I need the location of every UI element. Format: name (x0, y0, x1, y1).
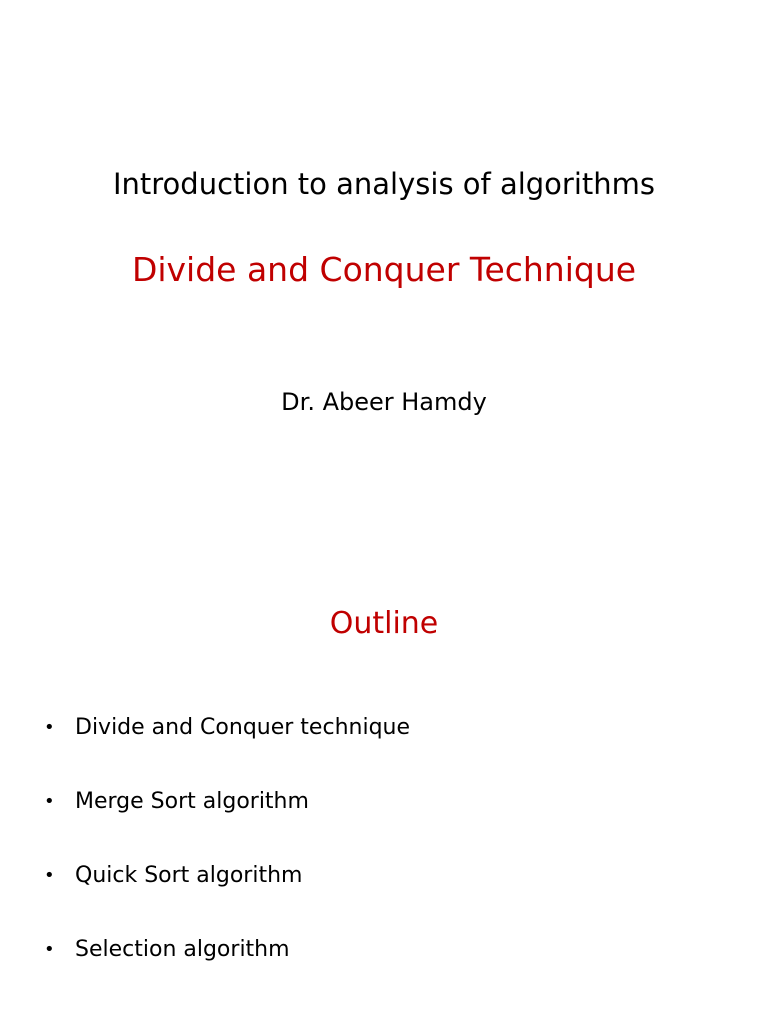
bullet-icon: • (44, 717, 55, 738)
outline-heading: Outline (329, 606, 439, 641)
list-item-label: Quick Sort algorithm (75, 863, 303, 888)
outline-slide (0, 512, 768, 1024)
list-item-label: Divide and Conquer technique (75, 715, 411, 740)
slide-title: Divide and Conquer Technique (131, 250, 637, 289)
list-item-label: Merge Sort algorithm (75, 789, 309, 814)
list-item-label: Selection algorithm (75, 937, 290, 962)
author-name: Dr. Abeer Hamdy (281, 388, 487, 416)
bullet-icon: • (44, 865, 55, 886)
slide-subtitle: Introduction to analysis of algorithms (112, 167, 656, 201)
bullet-icon: • (44, 939, 55, 960)
bullet-icon: • (44, 791, 55, 812)
